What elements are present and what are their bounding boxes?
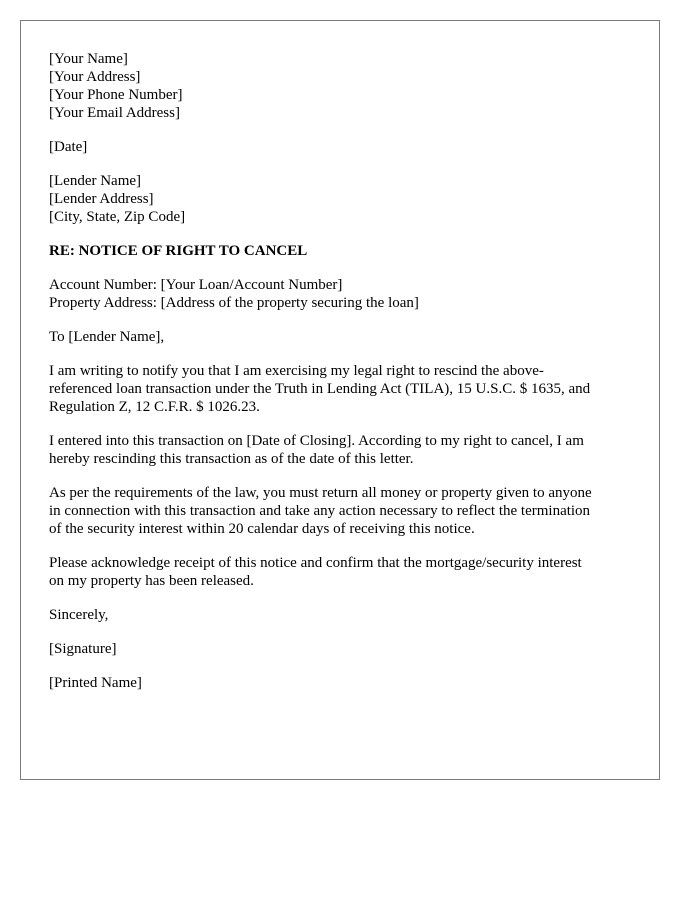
printed-name-block xyxy=(49,674,639,692)
body-paragraph-1-line: referenced loan transaction under the Truth in Lending Act (TILA), 15 U.S.C. $ 1635, and xyxy=(49,381,591,397)
signature-block xyxy=(49,640,639,658)
body-paragraph-4-line: on my property has been released. xyxy=(49,573,254,589)
account-number-line: Account Number: [Your Loan/Account Number] xyxy=(49,277,343,293)
sender-phone: [Your Phone Number] xyxy=(49,87,183,103)
sender-name: [Your Name] xyxy=(49,51,128,67)
recipient-address: [Lender Address] xyxy=(49,191,154,207)
body-paragraph-3 xyxy=(49,484,639,538)
letter-page xyxy=(20,20,660,780)
recipient-block xyxy=(49,172,639,226)
salutation: To [Lender Name], xyxy=(49,329,165,345)
letter-content xyxy=(49,50,639,692)
body-paragraph-1-line: Regulation Z, 12 C.F.R. $ 1026.23. xyxy=(49,399,260,415)
body-paragraph-4-line: Please acknowledge receipt of this notice and confirm that the mortgage/security interest xyxy=(49,555,582,571)
body-paragraph-1 xyxy=(49,362,639,416)
recipient-city-state-zip: [City, State, Zip Code] xyxy=(49,209,186,225)
letter-date: [Date] xyxy=(49,139,88,155)
signature-placeholder: [Signature] xyxy=(49,641,117,657)
reference-block xyxy=(49,276,639,312)
body-paragraph-2-line: hereby rescinding this transaction as of the date of this letter. xyxy=(49,451,414,467)
sender-block xyxy=(49,50,639,122)
body-paragraph-3-line: of the security interest within 20 calendar days of receiving this notice. xyxy=(49,521,475,537)
body-paragraph-3-line: in connection with this transaction and take any action necessary to reflect the termination xyxy=(49,503,591,519)
body-paragraph-2 xyxy=(49,432,639,468)
body-paragraph-1-line: I am writing to notify you that I am exercising my legal right to rescind the above- xyxy=(49,363,544,379)
body-paragraph-2-line: I entered into this transaction on [Date of Closing]. According to my right to cancel, I am xyxy=(49,433,584,449)
sender-email: [Your Email Address] xyxy=(49,105,180,121)
subject-block xyxy=(49,242,639,260)
salutation-block xyxy=(49,328,639,346)
sender-address: [Your Address] xyxy=(49,69,141,85)
subject-line: RE: NOTICE OF RIGHT TO CANCEL xyxy=(49,243,308,259)
printed-name: [Printed Name] xyxy=(49,675,142,691)
closing: Sincerely, xyxy=(49,607,109,623)
body-paragraph-3-line: As per the requirements of the law, you must return all money or property given to anyone xyxy=(49,485,592,501)
property-address-line: Property Address: [Address of the property securing the loan] xyxy=(49,295,419,311)
body-paragraph-4 xyxy=(49,554,639,590)
date-block xyxy=(49,138,639,156)
recipient-name: [Lender Name] xyxy=(49,173,142,189)
closing-block xyxy=(49,606,639,624)
